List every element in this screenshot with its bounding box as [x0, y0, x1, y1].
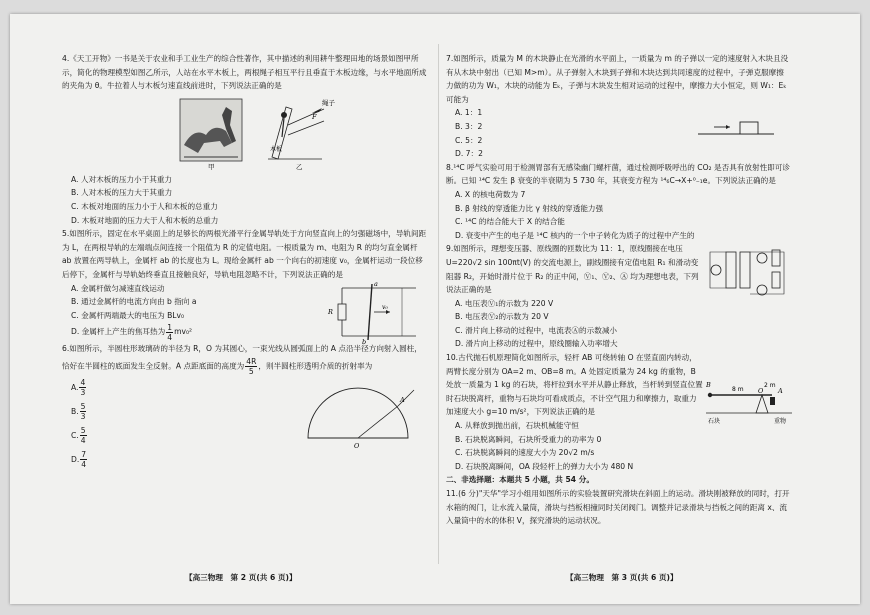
- fig-O-label: O: [354, 441, 360, 450]
- fig-b-label: b: [362, 337, 367, 346]
- q4-option-c: C. 木板对地面的压力小于人和木板的总重力: [71, 201, 218, 211]
- primary-coil: [726, 252, 736, 288]
- right-page-column: [446, 52, 791, 528]
- q6-option-d-num: 7: [81, 450, 87, 460]
- q5-figure: [324, 280, 424, 346]
- light-ray: [358, 406, 398, 438]
- q6-option-a-num: 4: [80, 378, 86, 388]
- q10-2m-label: 2 m: [764, 382, 776, 390]
- q9-block: [446, 242, 791, 351]
- q8-stem: 8.¹⁴C 呼气实验可用于检测胃部有无感染幽门螺杆菌，通过检测呼吸呼出的 CO₂ 是否具有放射性即可诊断。已知 ¹⁴C 发生 β 衰变的半衰期为 5 730 年，其衰变方程为 ¹⁴₆C→X+⁰₋₁e。下列说法正确的是: [446, 162, 790, 186]
- left-page-footer: 【高三物理 第 2 页(共 6 页)】: [185, 573, 297, 582]
- secondary-coil: [740, 252, 750, 288]
- q8-option-a: A. X 的核电荷数为 7: [455, 189, 526, 199]
- left-page-column: [62, 52, 427, 472]
- section-2-heading: 二、非选择题：本题共 5 小题，共 54 分。: [446, 475, 594, 485]
- q5-option-b: B. 通过金属杆的电流方向由 b 指向 a: [71, 297, 197, 307]
- q10-weight-block: [770, 397, 775, 405]
- q5-option-a: A. 金属杆做匀减速直线运动: [71, 283, 165, 293]
- q4-figure-area: [62, 93, 427, 173]
- q10-stem: 10.古代抛石机原理简化如图所示，轻杆 AB 可绕转轴 O 在竖直面内转动，两臂长度分别为 OA=2 m、OB=8 m。A 处固定质量为 24 kg 的重物，B 处放一质量为 1 kg 的石块，将杆拉到水平并从静止释放，当杆转到竖直位置时石块脱离杆，重物与石块均可看成质点，不计空气阻力和摩擦力，取重力加速度大小 g=10 m/s²，下列说法正确的是: [446, 353, 703, 417]
- q7-figure: [696, 112, 776, 142]
- q6-option-b-den: 3: [80, 412, 86, 422]
- q8-option-d: D. 衰变中产生的电子是 ¹⁴C 核内的一个中子转化为质子的过程中产生的: [455, 230, 695, 240]
- yi-rope-2: [288, 121, 324, 135]
- q6-option-c-prefix: C.: [71, 430, 79, 440]
- page-fold-line: [438, 44, 439, 564]
- q4-option-d: D. 木板对地面的压力大于人和木板的总重力: [71, 215, 219, 225]
- q6-option-c-num: 5: [80, 426, 86, 436]
- fig-a-label: a: [374, 279, 378, 288]
- q9-stem: 9.如图所示，理想变压器、原线圈的匝数比为 11：1，原线圈接在电压 U=220√2 sin 100πt(V) 的交流电源上，副线圈接有定值电阻 R₁ 和滑动变阻器 R₂，开始时滑片位于 R₂ 的正中间，Ⓥ₁、Ⓥ₂、Ⓐ 均为理想电表，下列说法正确的是: [446, 244, 699, 295]
- q10-B-label: B: [706, 381, 711, 390]
- q9-option-b: B. 电压表Ⓥ₂的示数为 20 V: [455, 312, 549, 322]
- q7-block-M: [740, 122, 758, 134]
- q10-A-label: A: [778, 387, 783, 396]
- q6-option-a-fraction: [79, 378, 86, 397]
- fig-A-label: A: [400, 395, 405, 404]
- q10-figure: [706, 373, 792, 429]
- exam-sheet: [10, 14, 860, 604]
- q7-option-c: C. 5：2: [455, 135, 483, 145]
- r1-resistor: [772, 250, 780, 266]
- q10-option-b: B. 石块脱离瞬间，石块所受重力的功率为 0: [455, 434, 602, 444]
- resistor-R: [338, 304, 346, 320]
- yi-board-label: 木板: [270, 145, 283, 153]
- q6-option-d-den: 4: [81, 460, 87, 470]
- q5-option-d-num: 1: [167, 322, 173, 332]
- q7-option-d: D. 7：2: [455, 149, 483, 159]
- q6-stem-part1: 6.如图所示，半圆柱形玻璃砖的半径为 R，O 为其圆心，一束光线从圆弧面上的 A 点沿半径方向射入圆柱，恰好在半圆柱的底面发生全反射。A 点距底面的高度为: [62, 344, 422, 371]
- q10-pivot-stand: [756, 395, 768, 413]
- r2-rheostat: [772, 272, 780, 288]
- q5-option-d-den: 4: [167, 332, 173, 342]
- q10-option-a: A. 从释放到抛出前，石块机械能守恒: [455, 421, 579, 431]
- q6-stem-num: 4R: [246, 356, 257, 366]
- q4-stem: 4.《天工开物》一书是关于农业和手工业生产的综合性著作，其中描述的利用耕牛整理田地的场景如图甲所示，简化的物理模型如图乙所示，人站在水平木板上，两根绳子相互平行且垂直于木板边缘，与水平地面所成的夹角为 θ。牛拉着人与木板匀速直线前进时，下列说法正确的是: [62, 54, 427, 91]
- q6-option-c-den: 4: [80, 436, 86, 446]
- q6-stem: [62, 342, 427, 376]
- q7-option-b: B. 3：2: [455, 121, 483, 131]
- fig-v0-label: v₀: [382, 303, 388, 311]
- yi-rope-label: 绳子: [322, 98, 335, 107]
- q5-block: [62, 279, 427, 346]
- yi-person-head: [281, 112, 287, 118]
- q7-option-a: A. 1：1: [455, 108, 483, 118]
- q8-option-c: C. ¹⁴C 的结合能大于 X 的结合能: [455, 217, 565, 227]
- q10-O-label: O: [758, 387, 764, 396]
- q11-stem: 11.(6 分)"天华"学习小组用如图所示的实验装置研究滑块在斜面上的运动。滑块刚被释放的同时，打开水箱的阀门，让水流入量筒，滑块与挡板相撞同时关闭阀门。调整并记录滑块与挡板之间的距离 x、流入量筒中的水的体积 V，探究滑块的运动状况。: [446, 489, 790, 526]
- fig-R-label: R: [328, 307, 333, 316]
- q9-option-a: A. 电压表Ⓥ₁的示数为 220 V: [455, 298, 554, 308]
- q6-stem-den: 5: [248, 366, 254, 376]
- q9-figure: [708, 244, 790, 300]
- q6-stem-part2: ，则半圆柱形透明介质的折射率为: [258, 361, 373, 371]
- semicircle: [308, 388, 408, 438]
- q5-option-d-fraction: [166, 323, 173, 342]
- q4-figure: [172, 95, 342, 171]
- q10-8m-label: 8 m: [732, 386, 744, 394]
- q6-option-b-num: 5: [80, 402, 86, 412]
- v1-meter: [711, 265, 721, 275]
- q10-stone-label: 石块: [708, 418, 721, 426]
- q5-option-d-suffix: mv₀²: [174, 327, 193, 337]
- q6-option-b-fraction: [80, 402, 87, 421]
- q10-weight-label: 重物: [774, 418, 787, 426]
- q6-block: [62, 376, 427, 472]
- rod-ab: [368, 284, 372, 340]
- q7-stem: 7.如图所示，质量为 M 的木块静止在光滑的水平面上，一质量为 m 的子弹以一定的速度射入木块且没有从木块中射出（已知 M>m）。从子弹射入木块到子弹和木块达到共同速度的过程中，子弹克服摩擦力做的功为 W₁，木块的动能为 Eₖ，子弹与木块发生相对运动的过程中，摩擦力大小恒定，则 W₁：Eₖ 可能为: [446, 54, 789, 104]
- q6-figure: [302, 382, 422, 452]
- q10-stone-dot: [708, 393, 712, 397]
- q6-option-c-fraction: [80, 426, 87, 445]
- q5-option-d-prefix: D. 金属杆上产生的焦耳热为: [71, 327, 166, 337]
- q4-option-a: A. 人对木板的压力小于其重力: [71, 174, 173, 184]
- q10-option-d: D. 石块脱离瞬间，OA 段轻杆上的弹力大小为 480 N: [455, 461, 634, 471]
- q9-option-c: C. 滑片向上移动的过程中，电流表Ⓐ的示数减小: [455, 325, 618, 335]
- q7-bullet-arrow: [726, 125, 730, 129]
- q8-option-b: B. β 射线的穿透能力比 γ 射线的穿透能力强: [455, 203, 604, 213]
- q10-block: [446, 351, 791, 473]
- q4-option-b: B. 人对木板的压力大于其重力: [71, 188, 173, 198]
- q9-option-d: D. 滑片向上移动的过程中，原线圈输入功率增大: [455, 339, 618, 349]
- q5-stem: 5.如图所示，固定在水平桌面上的足够长的两根光滑平行金属导轨处于方向竖直向上的匀强磁场中，导轨间距为 L，在两根导轨的左端端点间连接一个阻值为 R 的定值电阻。一根质量为 m、电阻为 R 的均匀直金属杆 ab 放置在两导轨上，金属杆 ab 的长度也为 L。现给金属杆 ab 一个向右的初速度 v₀，金属杆运动一段位移后停下，金属杆与导轨始终垂直且接触良好，导轨电阻忽略不计，下列说法正确的是: [62, 229, 427, 279]
- ammeter: [757, 285, 767, 295]
- q10-option-c: C. 石块脱离瞬间的速度大小为 20√2 m/s: [455, 448, 595, 458]
- primary-wire: [710, 252, 726, 288]
- yi-caption: 乙: [296, 162, 303, 171]
- right-page-footer: 【高三物理 第 3 页(共 6 页)】: [566, 573, 678, 582]
- jia-caption: 甲: [208, 162, 215, 171]
- q6-option-b-prefix: B.: [71, 406, 79, 416]
- q6-option-a-prefix: A.: [71, 382, 79, 392]
- q6-option-a-den: 3: [80, 388, 86, 398]
- v2-meter: [757, 253, 767, 263]
- q7-block: [446, 52, 791, 161]
- q6-stem-fraction: [245, 357, 257, 376]
- q5-option-c: C. 金属杆两端最大的电压为 BLv₀: [71, 310, 185, 320]
- yi-F-label: F: [312, 112, 317, 121]
- q6-option-d-prefix: D.: [71, 454, 80, 464]
- q6-option-d-fraction: [80, 450, 87, 469]
